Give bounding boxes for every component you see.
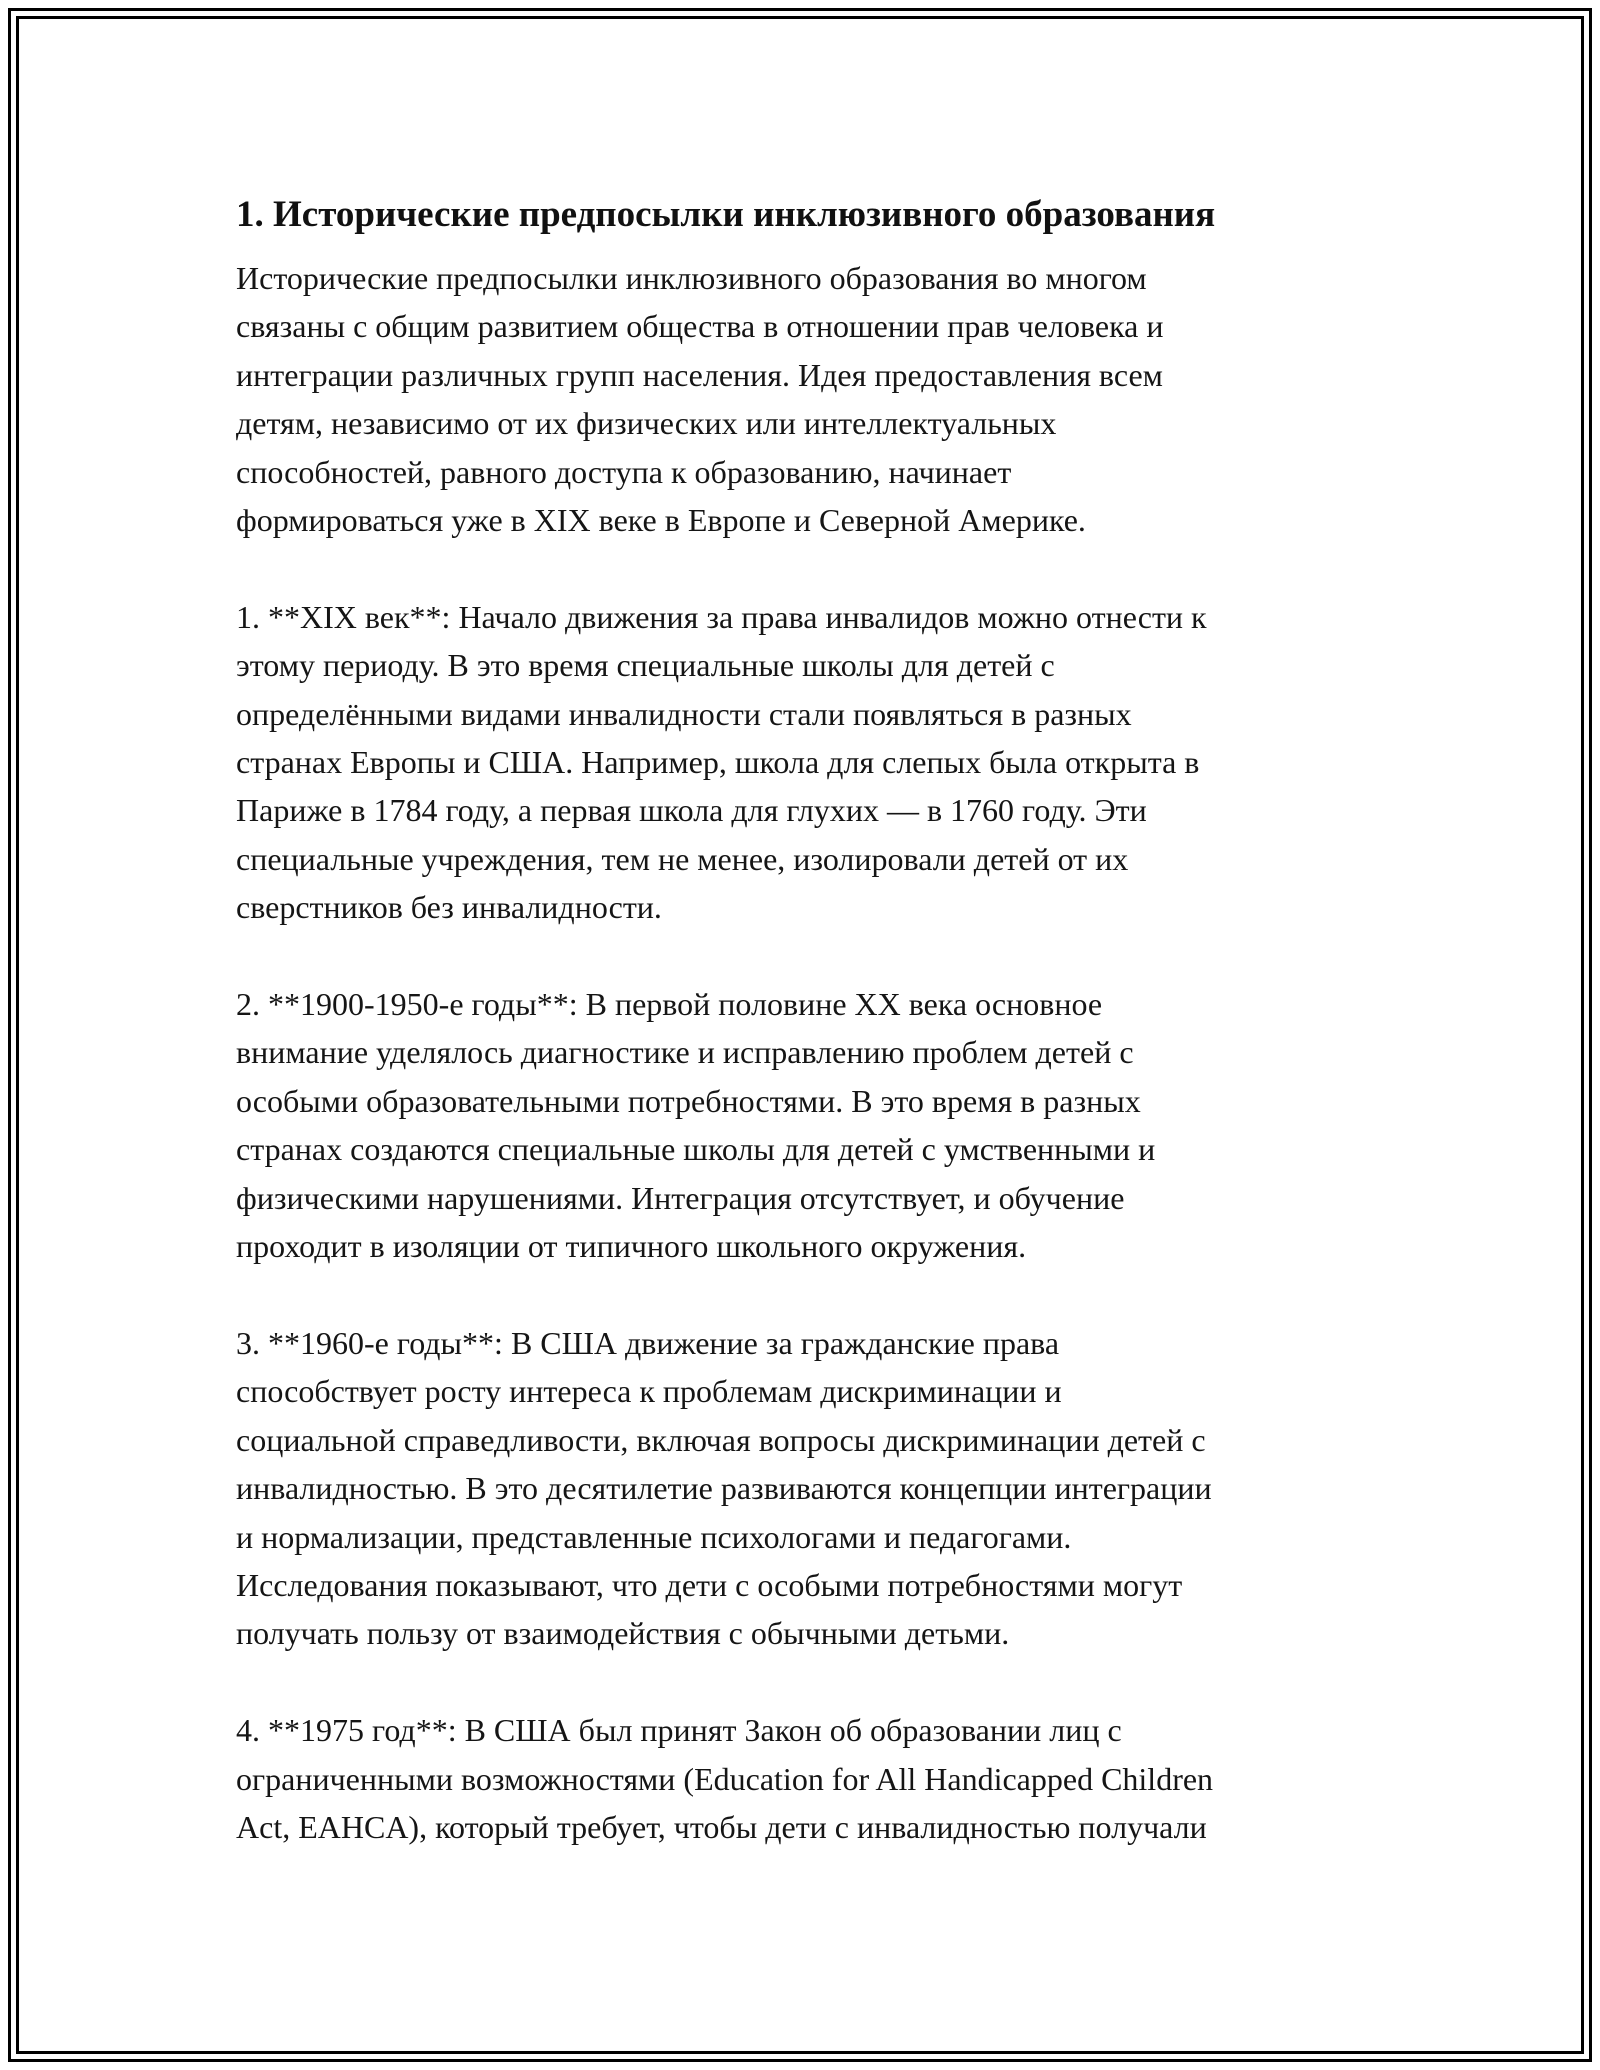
text-line: социальной справедливости, включая вопросы дискриминации детей с (236, 1421, 1206, 1458)
text-line: 1. **XIX век**: Начало движения за права инвалидов можно отнести к (236, 598, 1207, 635)
intro-paragraph (236, 254, 1366, 544)
text-line: сверстников без инвалидности. (236, 889, 662, 926)
text-line: 3. **1960-е годы**: В США движение за гражданские права (236, 1324, 1060, 1361)
text-line: проходит в изоляции от типичного школьного окружения. (236, 1228, 1027, 1265)
text-line: детям, независимо от их физических или интеллектуальных (236, 405, 1057, 442)
text-line: формироваться уже в XIX веке в Европе и Северной Америке. (236, 502, 1086, 539)
text-line: странах Европы и США. Например, школа для слепых была открыта в (236, 744, 1200, 781)
text-line: ограниченными возможностями (Education for All Handicapped Children (236, 1760, 1214, 1797)
text-line: особыми образовательными потребностями. В это время в разных (236, 1082, 1141, 1119)
text-line: интеграции различных групп населения. Идея предоставления всем (236, 356, 1163, 393)
text-line: Исторические предпосылки инклюзивного образования во многом (236, 260, 1147, 296)
text-line: связаны с общим развитием общества в отношении прав человека и (236, 308, 1164, 345)
text-line: 2. **1900-1950-е годы**: В первой половине XX века основное (236, 986, 1103, 1023)
section-heading: 1. Исторические предпосылки инклюзивного образования (236, 194, 1216, 235)
text-line: внимание уделялось диагностике и исправлению проблем детей с (236, 1034, 1134, 1071)
text-line: способностей, равного доступа к образованию, начинает (236, 453, 1012, 490)
text-line: Исследования показывают, что дети с особыми потребностями могут (236, 1566, 1183, 1603)
text-line: физическими нарушениями. Интеграция отсутствует, и обучение (236, 1179, 1125, 1216)
list-item-1900-1950 (236, 980, 1366, 1270)
text-line: получать пользу от взаимодействия с обычными детьми. (236, 1615, 1010, 1652)
text-line: инвалидностью. В это десятилетие развиваются концепции интеграции (236, 1470, 1212, 1507)
text-line: способствует росту интереса к проблемам дискриминации и (236, 1373, 1062, 1410)
list-item-19th-century (236, 593, 1366, 932)
text-line: 4. **1975 год**: В США был принят Закон об образовании лиц с (236, 1712, 1122, 1749)
text-line: определёнными видами инвалидности стали появляться в разных (236, 695, 1132, 732)
text-line: Act, EAHCA), который требует, чтобы дети с инвалидностью получали (236, 1808, 1207, 1845)
text-line: этому периоду. В это время специальные школы для детей с (236, 647, 1055, 684)
text-line: и нормализации, представленные психологами и педагогами. (236, 1518, 1072, 1555)
list-item-1960s (236, 1319, 1366, 1658)
list-item-1975 (236, 1706, 1366, 1851)
text-line: специальные учреждения, тем не менее, изолировали детей от их (236, 840, 1129, 877)
text-line: Париже в 1784 году, а первая школа для глухих — в 1760 году. Эти (236, 792, 1147, 829)
text-line: странах создаются специальные школы для детей с умственными и (236, 1131, 1156, 1168)
document-body (236, 182, 1366, 1900)
